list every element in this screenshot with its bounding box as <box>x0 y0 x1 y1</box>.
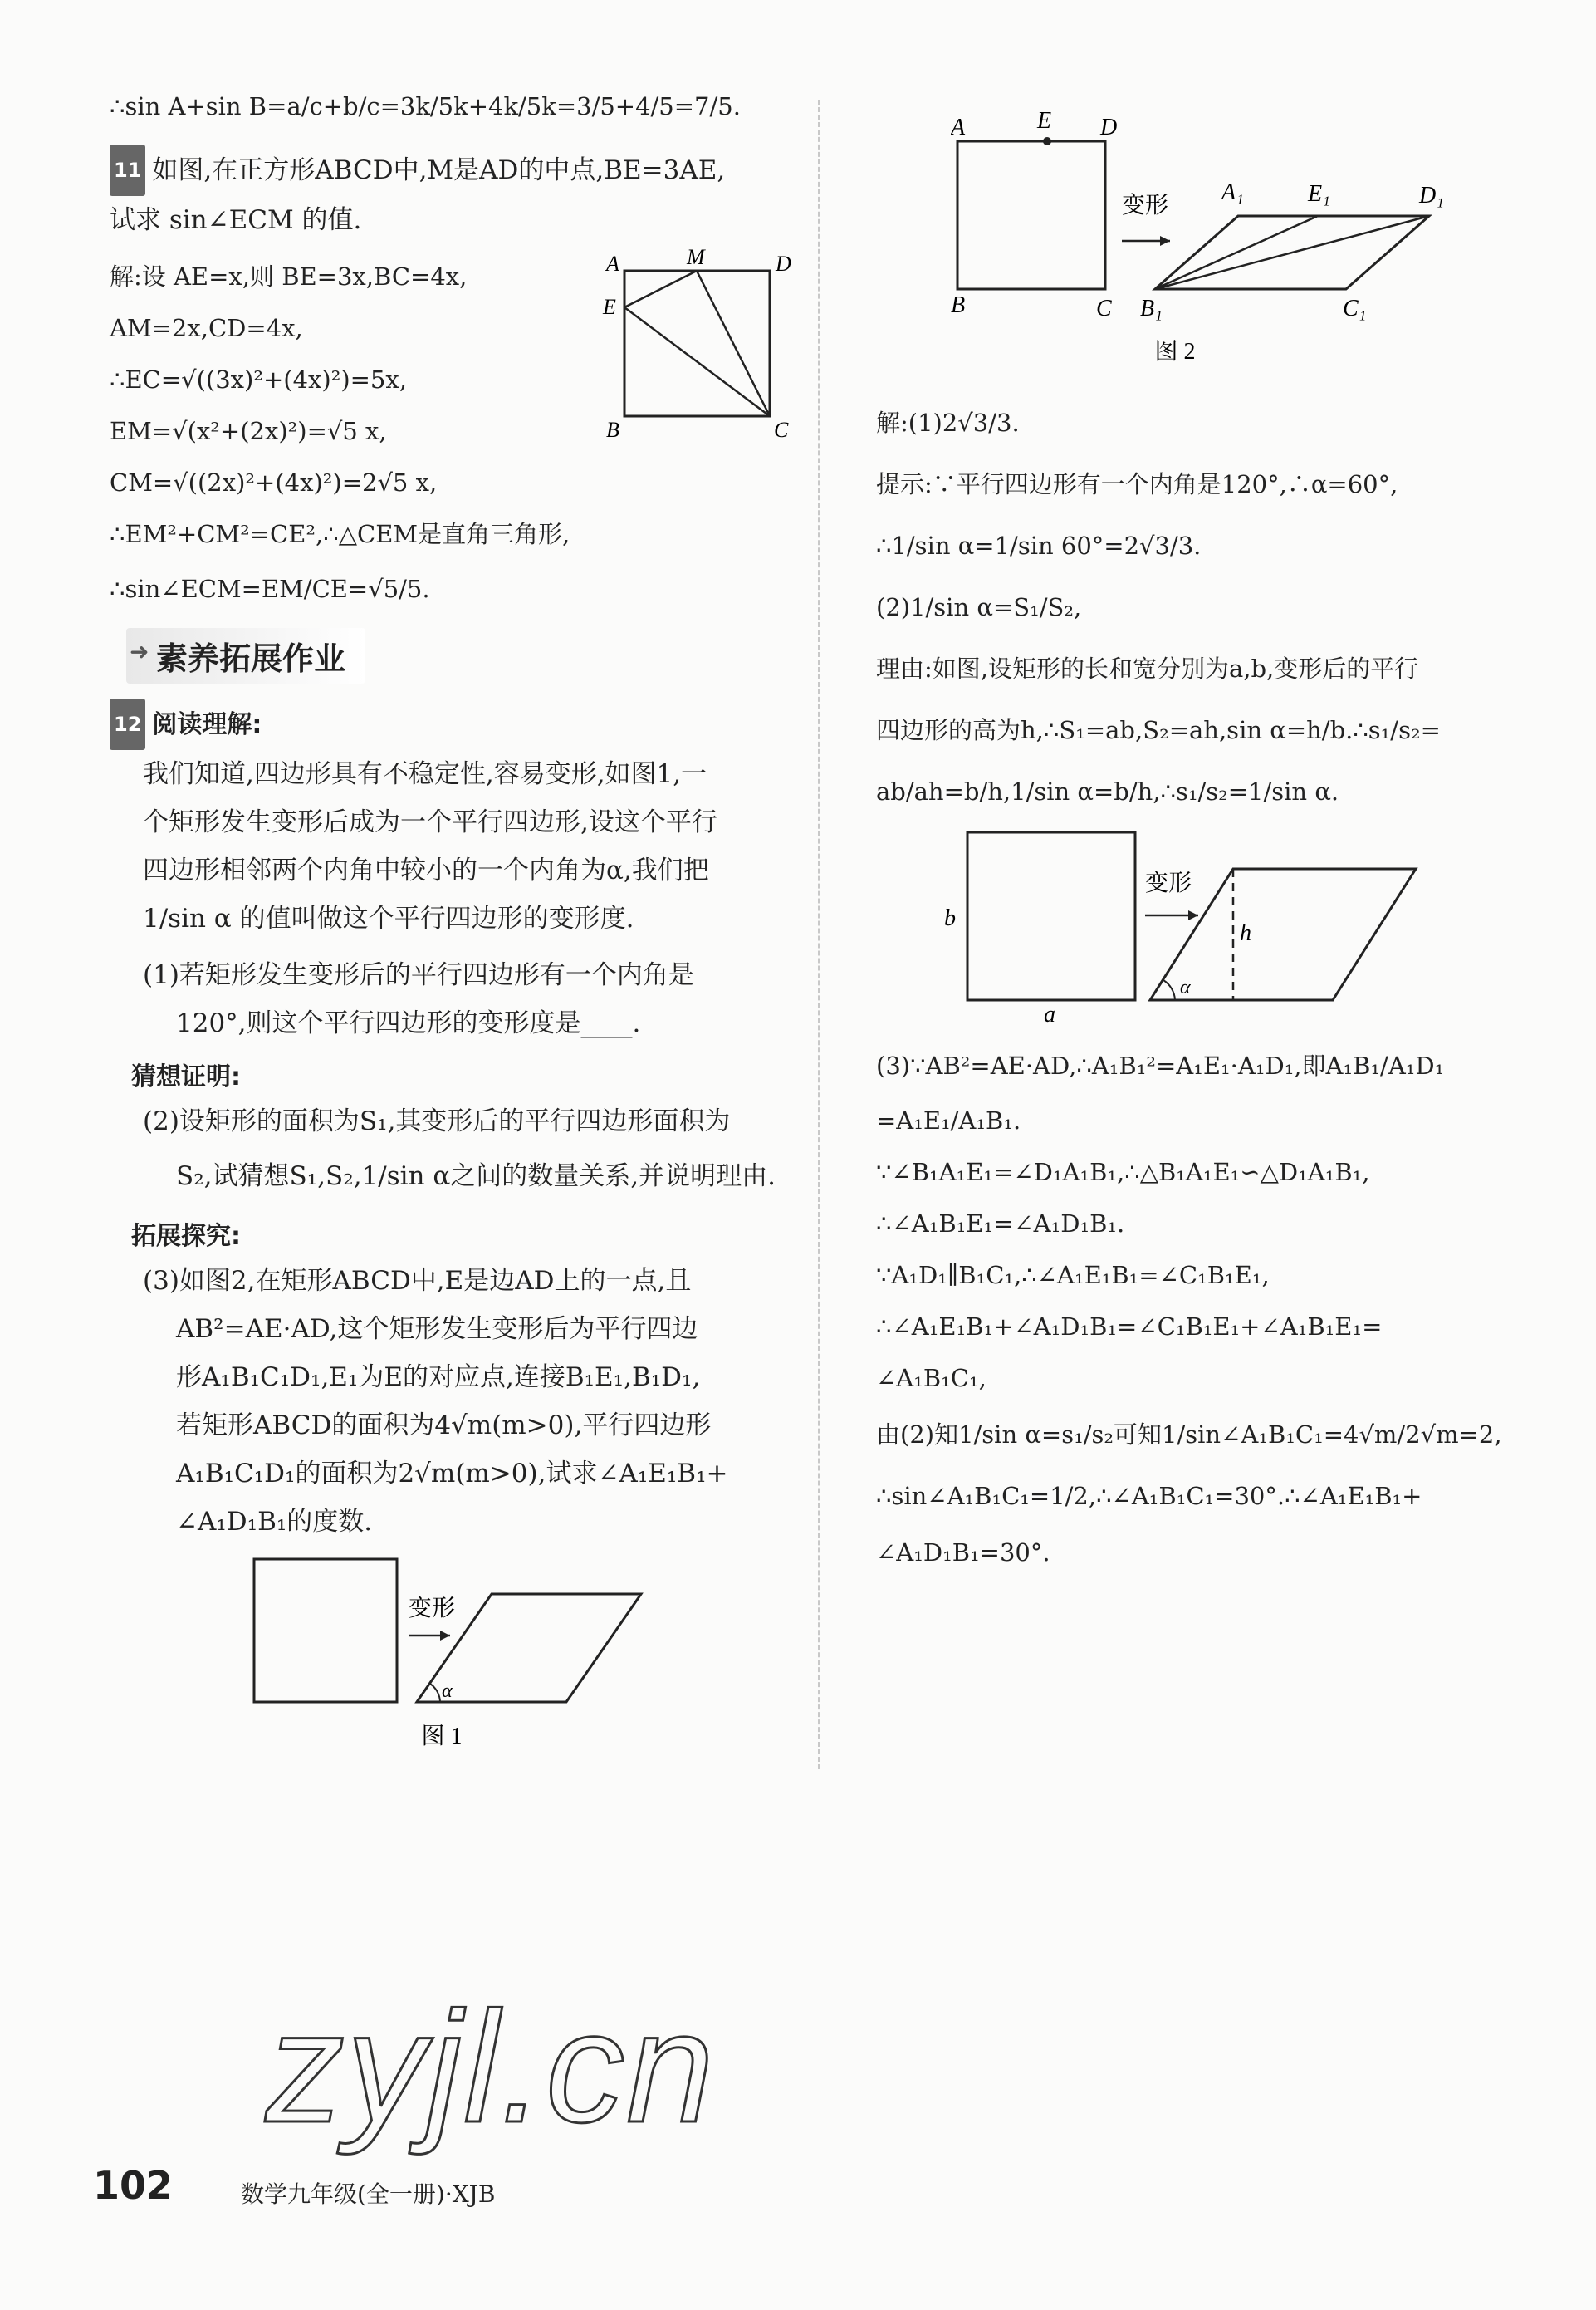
fig2-label-b1: B₁ <box>1140 296 1163 321</box>
ans-b-6: ∠A₁B₁C₁, <box>876 1364 986 1392</box>
q12-para-2: 四边形相邻两个内角中较小的一个内角为α,我们把 <box>143 856 709 885</box>
arrow-right-icon <box>1188 910 1198 920</box>
q11-line-2: ∴EC=√((3x)²+(4x)²)=5x, <box>110 365 407 394</box>
q12-para-1: 个矩形发生变形后成为一个平行四边形,设这个平行 <box>143 807 717 837</box>
fig2-caption: 图 2 <box>1154 339 1196 365</box>
ans-a-4: 理由:如图,设矩形的长和宽分别为a,b,变形后的平行 <box>876 655 1419 683</box>
q11-line-1: AM=2x,CD=4x, <box>110 314 303 342</box>
q12-p3-3: 若矩形ABCD的面积为4√m(m>0),平行四边形 <box>176 1410 712 1440</box>
q11-line-3: EM=√(x²+(2x)²)=√5 x, <box>110 417 387 445</box>
ans-a-2: ∴1/sin α=1/sin 60°=2√3/3. <box>876 532 1202 560</box>
column-divider <box>818 100 820 1769</box>
ans-b-3: ∴∠A₁B₁E₁=∠A₁D₁B₁. <box>876 1209 1125 1238</box>
arrow-icon: ➜ <box>130 638 149 665</box>
fig3-label-a: a <box>1044 1002 1055 1027</box>
fig2-label-e1: E₁ <box>1308 181 1330 207</box>
q12-p3-5: ∠A₁D₁B₁的度数. <box>176 1507 373 1537</box>
ans-b-2: ∵∠B₁A₁E₁=∠D₁A₁B₁,∴△B₁A₁E₁∽△D₁A₁B₁, <box>876 1158 1370 1186</box>
segment-em <box>624 271 697 307</box>
q11-text1: 如图,在正方形ABCD中,M是AD的中点,BE=3AE, <box>152 155 726 185</box>
fig2-label-a: A <box>951 115 966 140</box>
arrow-right-icon <box>440 1631 450 1641</box>
point-e <box>1043 137 1051 145</box>
q11-line-0: 解:设 AE=x,则 BE=3x,BC=4x, <box>110 262 468 291</box>
fig2-label-c1: C₁ <box>1343 296 1367 321</box>
q12-para-3: 1/sin α 的值叫做这个平行四边形的变形度. <box>143 904 634 934</box>
ans-b-9: ∠A₁D₁B₁=30°. <box>876 1538 1050 1567</box>
rect-ab <box>967 832 1135 1000</box>
fig1-caption: 图 1 <box>421 1724 463 1749</box>
q11-line-6: ∴sin∠ECM=EM/CE=√5/5. <box>110 575 430 603</box>
fig1-alpha: α <box>442 1680 453 1702</box>
fig1-arrow-label: 变形 <box>409 1594 456 1621</box>
fig2-arrow-label: 变形 <box>1122 191 1169 218</box>
section-title-text: 素养拓展作业 <box>156 640 346 677</box>
alpha-arc <box>1163 980 1175 1000</box>
fig3-arrow-label: 变形 <box>1145 869 1192 896</box>
fig3-label-b: b <box>944 905 956 931</box>
arrow-right-icon <box>1160 236 1170 246</box>
q12-p1-0: (1)若矩形发生变形后的平行四边形有一个内角是 <box>143 960 694 990</box>
square-abcd <box>624 271 770 416</box>
ans-a-3: (2)1/sin α=S₁/S₂, <box>876 593 1082 621</box>
segment-mc <box>697 271 770 416</box>
ans-b-4: ∵A₁D₁∥B₁C₁,∴∠A₁E₁B₁=∠C₁B₁E₁, <box>876 1261 1270 1289</box>
rect-shape <box>254 1559 397 1702</box>
ans-a-6: ab/ah=b/h,1/sin α=b/h,∴s₁/s₂=1/sin α. <box>876 777 1339 806</box>
figure-3 <box>926 827 1457 1027</box>
q12-title-text: 阅读理解: <box>152 710 262 739</box>
fig2-label-c: C <box>1096 296 1112 321</box>
right-column <box>876 100 1540 1578</box>
section-title <box>126 628 365 684</box>
segment-ec <box>624 307 770 416</box>
label-a: A <box>606 252 619 276</box>
q12-p2-0: (2)设矩形的面积为S₁,其变形后的平行四边形面积为 <box>143 1106 731 1136</box>
rect-abcd <box>957 141 1105 289</box>
q11-line-4: CM=√((2x)²+(4x)²)=2√5 x, <box>110 468 438 497</box>
ans-a-5: 四边形的高为h,∴S₁=ab,S₂=ah,sin α=h/b.∴s₁/s₂= <box>876 716 1441 744</box>
q12-p3-4: A₁B₁C₁D₁的面积为2√m(m>0),试求∠A₁E₁B₁+ <box>176 1459 728 1489</box>
label-m: M <box>687 245 705 269</box>
q11-solution <box>110 244 799 610</box>
fig2-label-d: D <box>1100 115 1118 140</box>
ans-b-1: =A₁E₁/A₁B₁. <box>876 1106 1021 1135</box>
label-e: E <box>603 295 616 319</box>
fig2-label-d1: D₁ <box>1419 183 1444 208</box>
q12-p3-1: AB²=AE·AD,这个矩形发生变形后为平行四边 <box>176 1314 698 1344</box>
q12-p2-1: S₂,试猜想S₁,S₂,1/sin α之间的数量关系,并说明理由. <box>176 1161 776 1191</box>
fig2-label-a1: A₁ <box>1221 179 1244 205</box>
q11-number: 11 <box>110 145 145 196</box>
alpha-arc <box>430 1684 440 1702</box>
figure-1 <box>242 1552 674 1752</box>
book-title: 数学九年级(全一册)·XJB <box>241 2180 496 2208</box>
guess-title: 猜想证明: <box>131 1062 241 1091</box>
ans-a-1: 提示:∵平行四边形有一个内角是120°,∴α=60°, <box>876 470 1398 498</box>
left-column <box>110 91 799 1755</box>
ans-b-8: ∴sin∠A₁B₁C₁=1/2,∴∠A₁B₁C₁=30°.∴∠A₁E₁B₁+ <box>876 1482 1422 1510</box>
fig3-alpha: α <box>1180 977 1191 998</box>
q11-text2: 试求 sin∠ECM 的值. <box>110 205 362 235</box>
fig3-label-h: h <box>1240 920 1251 946</box>
q11-line-5: ∴EM²+CM²=CE²,∴△CEM是直角三角形, <box>110 520 570 548</box>
label-d: D <box>776 252 791 276</box>
q12-para-0: 我们知道,四边形具有不稳定性,容易变形,如图1,一 <box>143 759 707 789</box>
ans-b-5: ∴∠A₁E₁B₁+∠A₁D₁B₁=∠C₁B₁E₁+∠A₁B₁E₁= <box>876 1312 1383 1341</box>
watermark: zyjl.cn <box>266 1979 716 2156</box>
sum-line: ∴sin A+sin B=a/c+b/c=3k/5k+4k/5k=3/5+4/5=7/5. <box>110 92 741 120</box>
explore-title: 拓展探究: <box>131 1222 241 1251</box>
q12-p3-2: 形A₁B₁C₁D₁,E₁为E的对应点,连接B₁E₁,B₁D₁, <box>176 1362 701 1392</box>
q12-p1-1: 120°,则这个平行四边形的变形度是____. <box>176 1008 641 1038</box>
q12-number: 12 <box>110 699 145 750</box>
q12-p3-0: (3)如图2,在矩形ABCD中,E是边AD上的一点,且 <box>143 1266 692 1296</box>
label-b: B <box>606 418 619 442</box>
page-number: 102 <box>93 2163 174 2208</box>
label-c: C <box>774 418 789 442</box>
figure-2 <box>951 100 1482 374</box>
q11-stem <box>110 145 799 196</box>
ans-b-7: 由(2)知1/sin α=s₁/s₂可知1/sin∠A₁B₁C₁=4√m/2√m=2, <box>876 1420 1502 1449</box>
q12-title <box>110 699 799 750</box>
ans-a-0: 解:(1)2√3/3. <box>876 409 1020 437</box>
ans-b-0: (3)∵AB²=AE·AD,∴A₁B₁²=A₁E₁·A₁D₁,即A₁B₁/A₁D₁ <box>876 1052 1445 1080</box>
fig2-label-b: B <box>951 292 966 318</box>
fig2-label-e: E <box>1037 108 1052 134</box>
square-figure <box>600 244 799 444</box>
